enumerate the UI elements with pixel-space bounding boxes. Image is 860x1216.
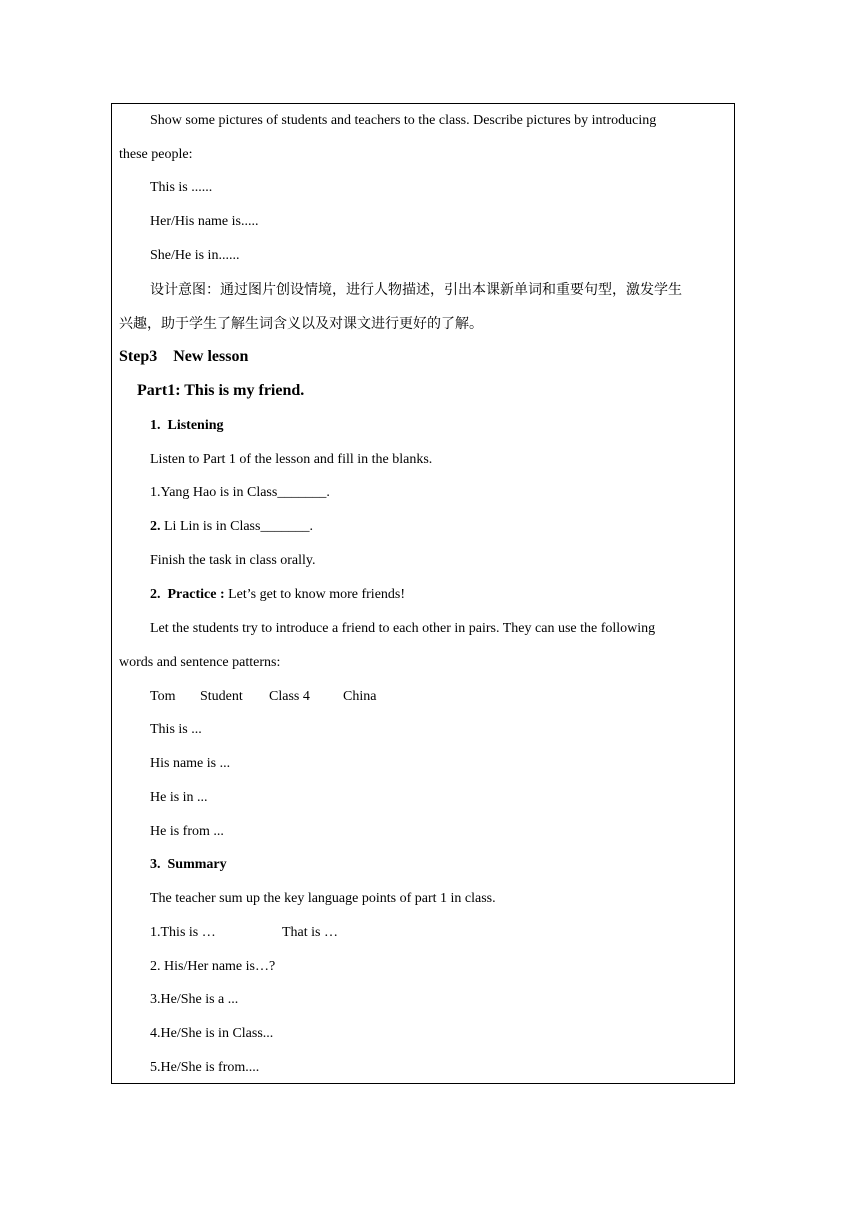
- summary-point-3: 3.He/She is a ...: [150, 992, 239, 1007]
- question-number: 2.: [150, 519, 161, 534]
- practice-heading-line: [150, 586, 405, 604]
- summary-intro: The teacher sum up the key language points of part 1 in class.: [150, 891, 496, 906]
- intro-example-3: She/He is in......: [150, 248, 240, 263]
- practice-line-1: Let the students try to introduce a friend to each other in pairs. They can use the following: [150, 621, 656, 636]
- summary-point-2: 2. His/Her name is…?: [150, 959, 276, 974]
- listening-followup: Finish the task in class orally.: [150, 553, 316, 568]
- practice-word-class: Class 4: [269, 689, 310, 704]
- intro-example-1: This is ......: [150, 180, 213, 195]
- summary-point-1a: 1.This is …: [150, 925, 216, 940]
- practice-word-tom: Tom: [150, 689, 176, 704]
- practice-heading: 2. Practice :: [150, 587, 225, 602]
- listening-question-2: [150, 518, 313, 536]
- listening-instruction: Listen to Part 1 of the lesson and fill in the blanks.: [150, 452, 433, 467]
- practice-pattern-1: This is ...: [150, 722, 202, 737]
- intro-line-1: Show some pictures of students and teachers to the class. Describe pictures by introducing: [150, 113, 657, 128]
- intro-example-2: Her/His name is.....: [150, 214, 259, 229]
- listening-question-1: 1.Yang Hao is in Class_______.: [150, 485, 330, 500]
- practice-heading-rest: Let’s get to know more friends!: [224, 587, 406, 602]
- intro-line-2: these people:: [119, 147, 193, 162]
- step3-heading: Step3 New lesson: [119, 348, 249, 365]
- listening-heading: 1. Listening: [150, 418, 224, 433]
- practice-pattern-4: He is from ...: [150, 824, 224, 839]
- practice-word-student: Student: [200, 689, 243, 704]
- summary-heading: 3. Summary: [150, 857, 227, 872]
- practice-word-china: China: [343, 689, 377, 704]
- summary-point-4: 4.He/She is in Class...: [150, 1026, 274, 1041]
- summary-point-1b: That is …: [282, 925, 338, 940]
- design-intent-line-1: 设计意图：通过图片创设情境，进行人物描述，引出本课新单词和重要句型，激发学生: [150, 282, 682, 298]
- practice-pattern-2: His name is ...: [150, 756, 231, 771]
- question-text: Li Lin is in Class_______.: [160, 519, 313, 534]
- design-intent-line-2: 兴趣，助于学生了解生词含义以及对课文进行更好的了解。: [119, 316, 483, 332]
- practice-pattern-3: He is in ...: [150, 790, 208, 805]
- part1-heading: Part1: This is my friend.: [137, 382, 305, 399]
- practice-line-2: words and sentence patterns:: [119, 655, 281, 670]
- summary-point-5: 5.He/She is from....: [150, 1060, 260, 1075]
